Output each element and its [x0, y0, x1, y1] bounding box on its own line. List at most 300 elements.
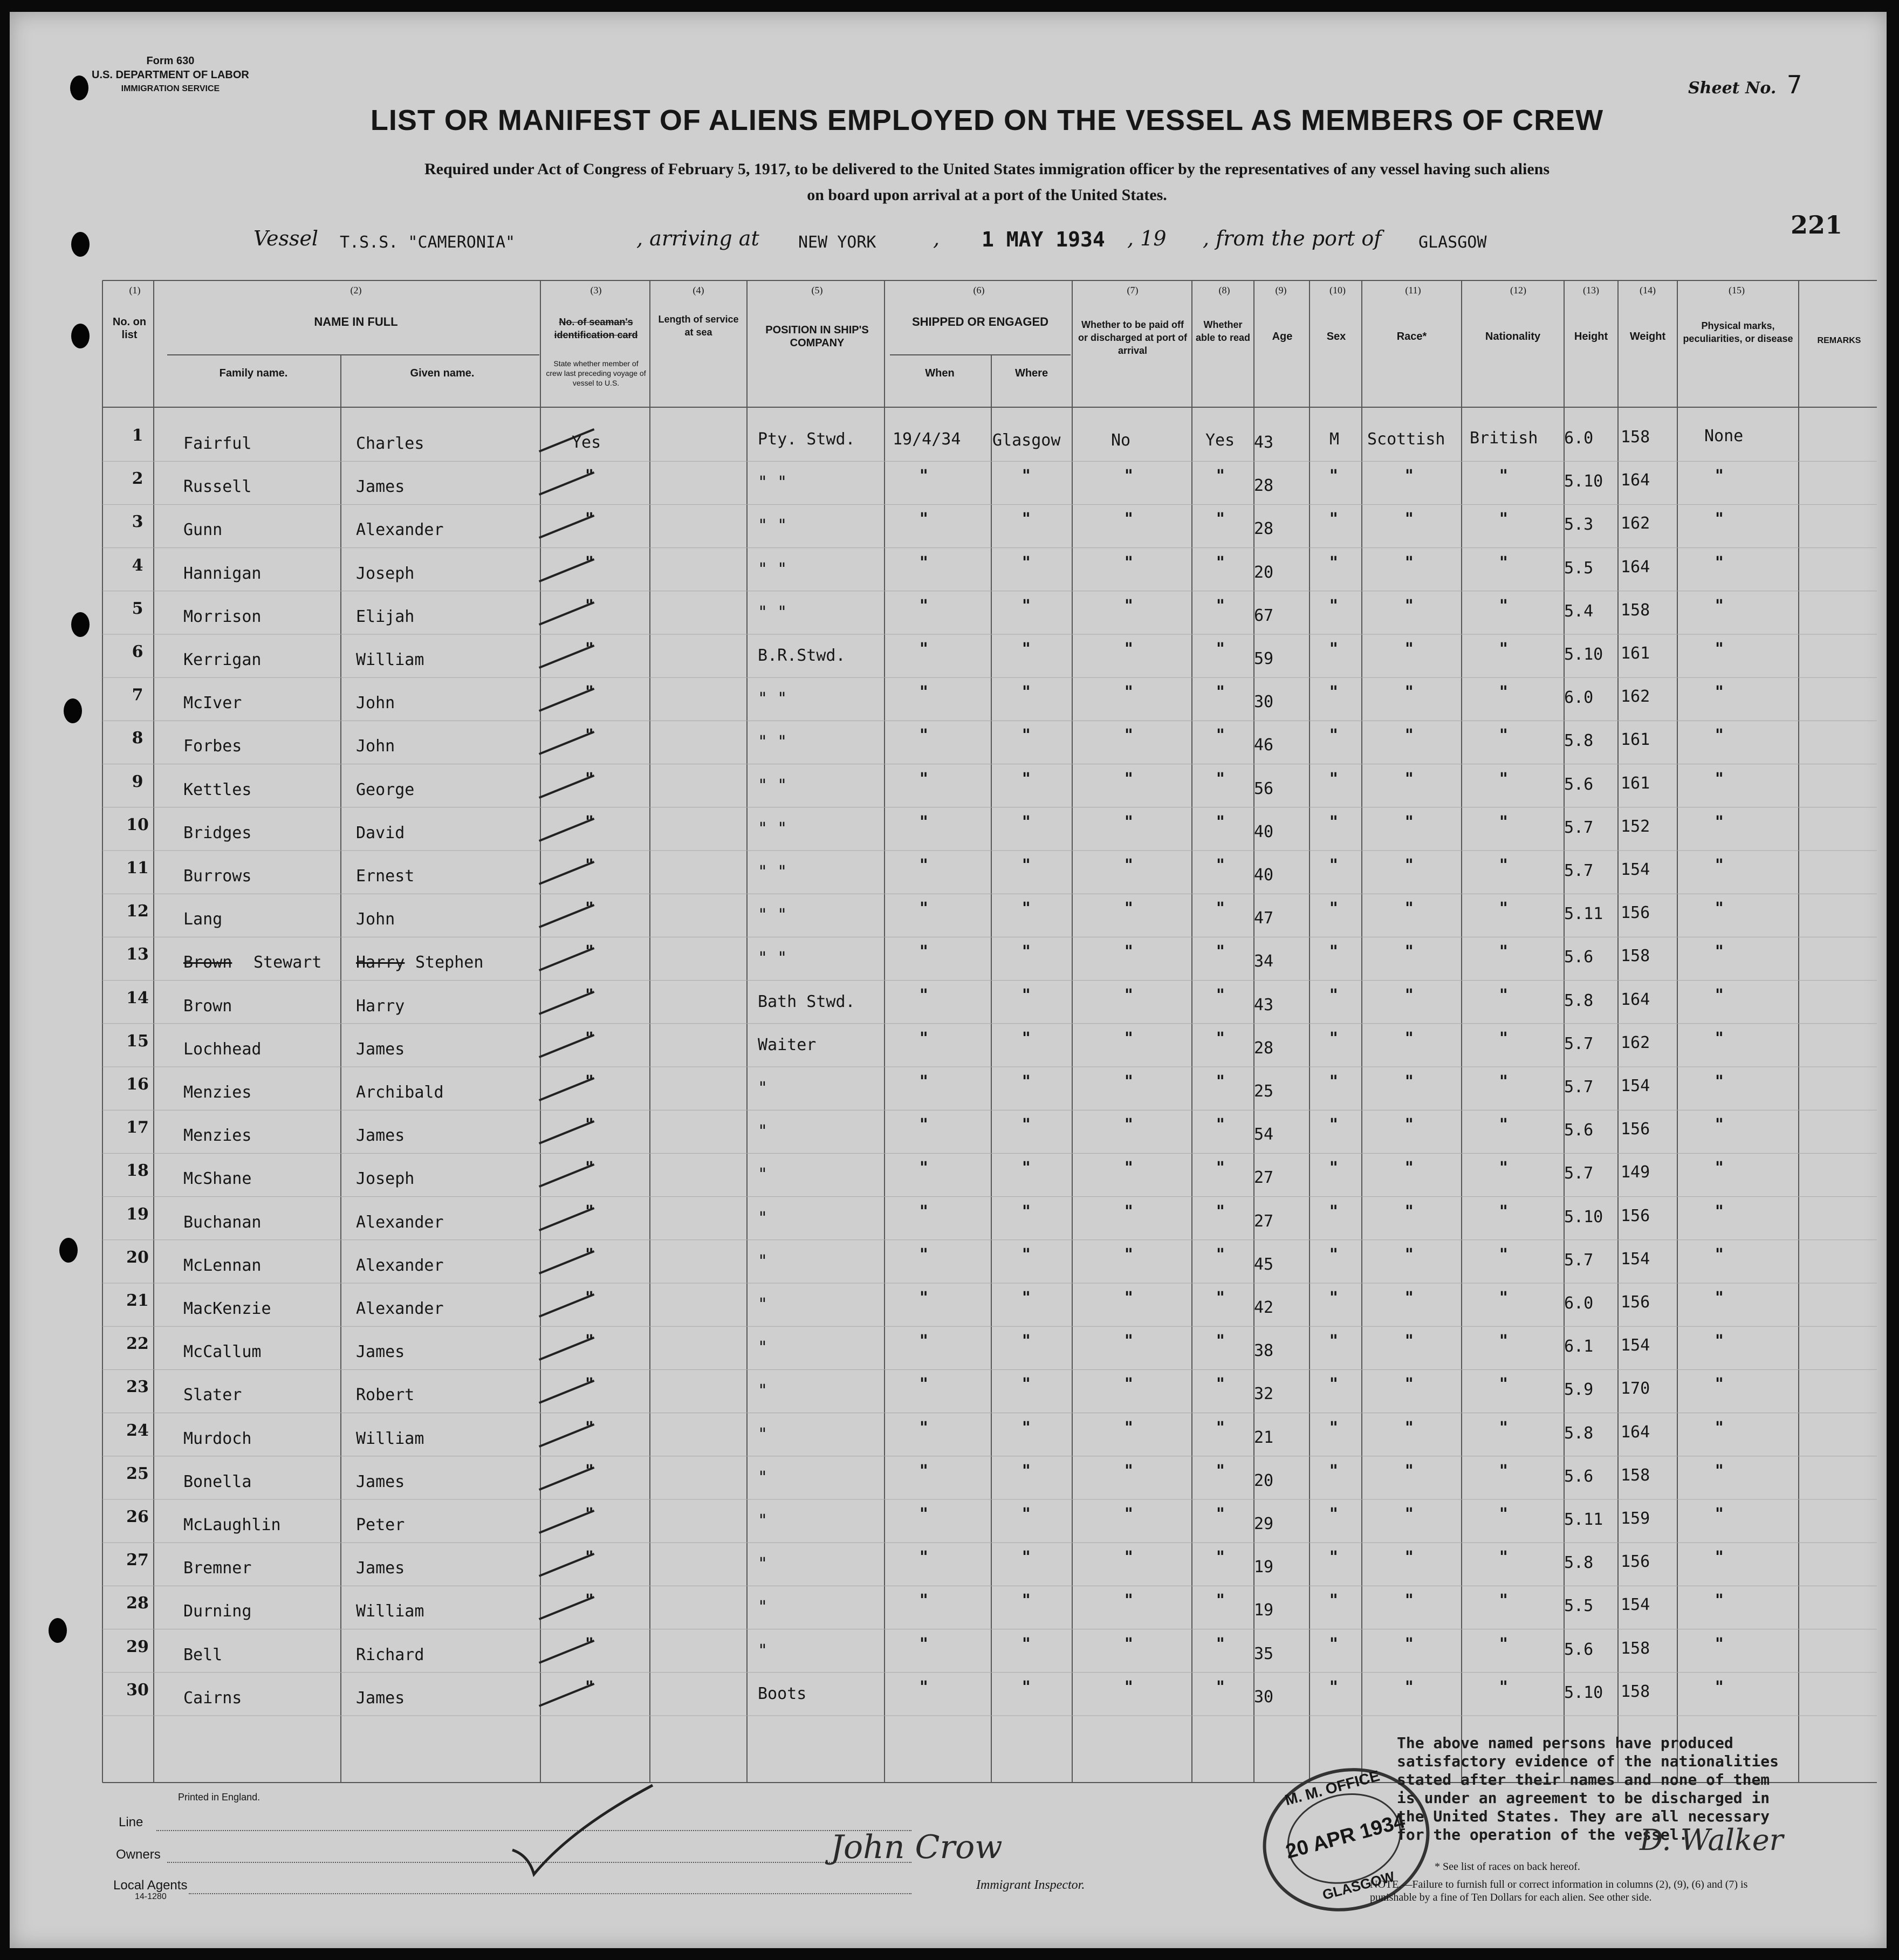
where-ditto: "	[1022, 1072, 1031, 1091]
family-name: Bonella	[183, 1472, 252, 1491]
arrival-date-stamp: 1 MAY 1934	[982, 228, 1105, 251]
id-card-ditto: "	[585, 1634, 594, 1654]
physical-ditto: "	[1715, 1418, 1724, 1437]
physical-ditto: "	[1715, 812, 1724, 832]
height: 6.1	[1564, 1337, 1594, 1356]
able-to-read-ditto: "	[1216, 1505, 1225, 1524]
family-name: McLennan	[183, 1256, 262, 1275]
physical-ditto: "	[1715, 510, 1724, 529]
family-name: Gunn	[183, 520, 223, 540]
subtitle-line-2: on board upon arrival at a port of the United States.	[807, 186, 1167, 204]
position: "	[758, 1208, 768, 1228]
weight: 162	[1621, 1033, 1650, 1052]
sex-ditto: "	[1329, 1461, 1338, 1481]
age: 42	[1254, 1298, 1274, 1317]
when-ditto: "	[920, 683, 928, 702]
row-number: 14	[126, 988, 149, 1008]
race-ditto: "	[1405, 1245, 1414, 1264]
row-number: 3	[132, 512, 143, 532]
paid-off-ditto: "	[1125, 1505, 1133, 1524]
id-card-ditto: "	[585, 726, 594, 745]
paid-off-ditto: "	[1125, 1289, 1133, 1307]
header-physical-marks: Physical marks, peculiarities, or disease	[1683, 320, 1793, 344]
nationality-ditto: "	[1499, 1289, 1508, 1307]
paid-off-ditto: "	[1125, 1115, 1133, 1135]
given-name: Richard	[356, 1645, 424, 1664]
given-name: James	[356, 1472, 405, 1491]
weight: 161	[1621, 730, 1650, 750]
column-number: (12)	[1510, 285, 1526, 296]
service-name: IMMIGRATION SERVICE	[121, 84, 220, 93]
able-to-read-ditto: "	[1216, 640, 1225, 659]
penalty-footnote: NOTE.—Failure to furnish full or correct information in columns (2), (9), (6) and (7) is punishable by a fine of Ten Dollars for each alien. See other side.	[1370, 1879, 1748, 1903]
id-card-ditto: "	[585, 1418, 594, 1437]
sex-ditto: "	[1329, 856, 1338, 875]
sex-ditto: "	[1329, 1159, 1338, 1178]
able-to-read-ditto: "	[1216, 1029, 1225, 1048]
given-name: James	[356, 1559, 405, 1578]
nationality-ditto: "	[1499, 1332, 1508, 1351]
height: 5.10	[1564, 645, 1603, 664]
given-name: William	[356, 650, 424, 669]
position: "	[758, 1554, 768, 1574]
physical-ditto: "	[1715, 596, 1724, 615]
weight: 156	[1621, 1206, 1650, 1225]
family-name: Murdoch	[183, 1429, 252, 1448]
weight: 154	[1621, 1336, 1650, 1355]
when-ditto: "	[920, 1289, 928, 1307]
binder-hole	[70, 76, 88, 100]
row-number: 15	[126, 1031, 149, 1051]
id-card-ditto: "	[585, 1461, 594, 1481]
nationality-ditto: "	[1499, 942, 1508, 962]
id-card-ditto: "	[585, 769, 594, 789]
nationality-ditto: "	[1499, 1418, 1508, 1437]
position: "	[758, 1598, 768, 1617]
header-length-service: Length of service at sea	[658, 314, 739, 338]
position: " "	[758, 862, 787, 881]
age: 46	[1254, 736, 1274, 755]
age: 35	[1254, 1644, 1274, 1663]
physical-ditto: "	[1715, 1072, 1724, 1091]
weight: 164	[1621, 990, 1650, 1009]
row-number: 17	[126, 1118, 149, 1137]
row-number: 4	[132, 556, 143, 575]
row-number: 26	[126, 1507, 149, 1526]
family-name: Russell	[183, 477, 252, 497]
column-number: (11)	[1405, 285, 1421, 296]
paid-off-ditto: "	[1125, 985, 1133, 1005]
sex-ditto: "	[1329, 1072, 1338, 1091]
race-ditto: "	[1405, 1375, 1414, 1394]
paid-off-ditto: "	[1125, 1677, 1133, 1697]
able-to-read-ditto: "	[1216, 856, 1225, 875]
position: " "	[758, 906, 787, 925]
where-ditto: "	[1022, 596, 1031, 615]
family-name: Hannigan	[183, 564, 262, 583]
row-number: 13	[126, 945, 149, 964]
family-name: McIver	[183, 694, 242, 713]
physical-marks: None	[1704, 427, 1744, 446]
able-to-read-ditto: "	[1216, 553, 1225, 572]
weight: 158	[1621, 1639, 1650, 1658]
id-card-ditto: "	[585, 640, 594, 659]
race-ditto: "	[1405, 1072, 1414, 1091]
row-number: 9	[132, 772, 143, 791]
where-ditto: "	[1022, 1418, 1031, 1437]
weight: 162	[1621, 687, 1650, 707]
sex-ditto: "	[1329, 510, 1338, 529]
shipped-when: 19/4/34	[893, 430, 961, 449]
when-ditto: "	[920, 1375, 928, 1394]
able-to-read-ditto: "	[1216, 1591, 1225, 1611]
age: 38	[1254, 1341, 1274, 1361]
given-name: Stephen	[415, 953, 484, 972]
able-to-read-ditto: "	[1216, 683, 1225, 702]
when-ditto: "	[920, 640, 928, 659]
age: 28	[1254, 1038, 1274, 1058]
paid-off: No	[1111, 431, 1131, 450]
physical-ditto: "	[1715, 726, 1724, 745]
id-card-ditto: "	[585, 812, 594, 832]
paid-off-ditto: "	[1125, 1634, 1133, 1654]
nationality-ditto: "	[1499, 769, 1508, 789]
paid-off-ditto: "	[1125, 1072, 1133, 1091]
nationality-ditto: "	[1499, 856, 1508, 875]
given-name: Ernest	[356, 867, 415, 886]
when-ditto: "	[920, 596, 928, 615]
sex-ditto: "	[1329, 683, 1338, 702]
nationality-ditto: "	[1499, 1029, 1508, 1048]
age: 19	[1254, 1601, 1274, 1620]
arriving-label: , arriving at	[636, 227, 759, 250]
row-number: 6	[132, 642, 143, 661]
column-number: (15)	[1729, 285, 1745, 296]
id-card-ditto: "	[585, 1072, 594, 1091]
row-number: 21	[126, 1291, 149, 1310]
position: "	[758, 1079, 768, 1098]
height: 5.5	[1564, 558, 1594, 578]
given-name: Alexander	[356, 520, 444, 540]
paid-off-ditto: "	[1125, 899, 1133, 919]
header-id-card-note: State whether member of crew last preceding voyage of vessel to U.S.	[546, 359, 646, 387]
age: 43	[1254, 995, 1274, 1015]
age: 30	[1254, 693, 1274, 712]
position: "	[758, 1295, 768, 1314]
id-card-ditto: "	[585, 899, 594, 919]
binder-hole	[59, 1238, 78, 1263]
row-number: 28	[126, 1594, 149, 1613]
height: 5.10	[1564, 1207, 1603, 1226]
paid-off-ditto: "	[1125, 1591, 1133, 1611]
able-to-read-ditto: "	[1216, 1072, 1225, 1091]
id-card-ditto: "	[585, 942, 594, 962]
physical-ditto: "	[1715, 769, 1724, 789]
age: 45	[1254, 1255, 1274, 1274]
height: 5.7	[1564, 1250, 1594, 1270]
column-number: (5)	[811, 285, 823, 296]
race-ditto: "	[1405, 1332, 1414, 1351]
race-ditto: "	[1405, 856, 1414, 875]
race-ditto: "	[1405, 683, 1414, 702]
physical-ditto: "	[1715, 1029, 1724, 1048]
id-card-ditto: "	[585, 1115, 594, 1135]
sex-ditto: "	[1329, 1634, 1338, 1654]
age: 34	[1254, 952, 1274, 971]
struck-given-name: Harry	[356, 953, 405, 972]
able-to-read-ditto: "	[1216, 899, 1225, 919]
able-to-read-ditto: "	[1216, 1159, 1225, 1178]
race-ditto: "	[1405, 899, 1414, 919]
when-ditto: "	[920, 1115, 928, 1135]
weight: 164	[1621, 471, 1650, 490]
when-ditto: "	[920, 1461, 928, 1481]
sex-ditto: "	[1329, 1245, 1338, 1264]
id-card-ditto: "	[585, 596, 594, 615]
position: "	[758, 1122, 768, 1141]
given-name: Alexander	[356, 1212, 444, 1232]
given-name: William	[356, 1429, 424, 1448]
id-card-ditto: "	[585, 1289, 594, 1307]
weight: 162	[1621, 514, 1650, 533]
paid-off-ditto: "	[1125, 1461, 1133, 1481]
age: 29	[1254, 1514, 1274, 1533]
row-number: 24	[126, 1421, 149, 1440]
age: 21	[1254, 1428, 1274, 1447]
given-name: James	[356, 1688, 405, 1708]
manifest-page	[10, 12, 1887, 1948]
race-ditto: "	[1405, 1548, 1414, 1567]
header-position: POSITION IN SHIP'S COMPANY	[765, 324, 869, 349]
column-number: (13)	[1583, 285, 1599, 296]
physical-ditto: "	[1715, 985, 1724, 1005]
column-number: (8)	[1218, 285, 1230, 296]
race-ditto: "	[1405, 1418, 1414, 1437]
family-name: Menzies	[183, 1083, 252, 1102]
given-name: James	[356, 1126, 405, 1146]
header-race: Race*	[1396, 331, 1427, 342]
height: 5.11	[1564, 904, 1603, 924]
nationality-ditto: "	[1499, 467, 1508, 486]
able-to-read-ditto: "	[1216, 1289, 1225, 1307]
nationality-ditto: "	[1499, 1202, 1508, 1221]
position: " "	[758, 473, 787, 492]
header-no-on-list: No. on list	[112, 316, 147, 341]
weight: 161	[1621, 773, 1650, 793]
physical-ditto: "	[1715, 1245, 1724, 1264]
where-ditto: "	[1022, 510, 1031, 529]
header-where: Where	[1014, 367, 1048, 379]
given-name: Joseph	[356, 1169, 415, 1189]
race-ditto: "	[1405, 726, 1414, 745]
physical-ditto: "	[1715, 1375, 1724, 1394]
family-name: Kettles	[183, 780, 252, 799]
row-number: 19	[126, 1204, 149, 1224]
column-number: (10)	[1329, 285, 1346, 296]
row-number: 30	[126, 1680, 149, 1699]
family-name: Stewart	[253, 953, 322, 972]
given-name: Elijah	[356, 607, 415, 626]
when-ditto: "	[920, 1072, 928, 1091]
column-number: (1)	[129, 285, 141, 296]
given-name: Archibald	[356, 1083, 444, 1102]
position: " "	[758, 776, 787, 795]
nationality-ditto: "	[1499, 510, 1508, 529]
weight: 149	[1621, 1163, 1650, 1182]
height: 5.10	[1564, 472, 1603, 491]
race-ditto: "	[1405, 769, 1414, 789]
physical-ditto: "	[1715, 942, 1724, 962]
height: 5.7	[1564, 1034, 1594, 1053]
where-ditto: "	[1022, 1332, 1031, 1351]
sheet-label: Sheet No.	[1688, 79, 1777, 98]
race-ditto: "	[1405, 467, 1414, 486]
race-ditto: "	[1405, 1591, 1414, 1611]
check-mark-icon	[507, 1780, 658, 1877]
when-ditto: "	[920, 1202, 928, 1221]
position: Pty. Stwd.	[758, 430, 855, 449]
race-ditto: "	[1405, 1677, 1414, 1697]
header-nationality: Nationality	[1485, 331, 1541, 342]
physical-ditto: "	[1715, 1677, 1724, 1697]
sex-ditto: "	[1329, 942, 1338, 962]
able-to-read-ditto: "	[1216, 942, 1225, 962]
page-subtitle	[259, 156, 1715, 208]
when-ditto: "	[920, 726, 928, 745]
struck-family-name: Brown	[183, 953, 232, 972]
where-ditto: "	[1022, 1202, 1031, 1221]
where-ditto: "	[1022, 726, 1031, 745]
given-name: Robert	[356, 1386, 415, 1405]
where-ditto: "	[1022, 769, 1031, 789]
sex-ditto: "	[1329, 812, 1338, 832]
physical-ditto: "	[1715, 1591, 1724, 1611]
paid-off-ditto: "	[1125, 553, 1133, 572]
given-name: Alexander	[356, 1256, 444, 1275]
paid-off-ditto: "	[1125, 1202, 1133, 1221]
height: 5.8	[1564, 1423, 1594, 1443]
nationality-ditto: "	[1499, 1634, 1508, 1654]
weight: 154	[1621, 1077, 1650, 1095]
row-number: 11	[126, 859, 149, 878]
given-name: James	[356, 1342, 405, 1362]
row-number: 8	[132, 729, 143, 748]
when-ditto: "	[920, 856, 928, 875]
where-ditto: "	[1022, 1591, 1031, 1611]
able-to-read-ditto: "	[1216, 467, 1225, 486]
height: 5.4	[1564, 601, 1594, 621]
able-to-read-ditto: "	[1216, 1375, 1225, 1394]
height: 5.8	[1564, 731, 1594, 751]
id-card-ditto: "	[585, 1505, 594, 1524]
weight: 158	[1621, 428, 1650, 447]
height: 5.7	[1564, 818, 1594, 837]
where-ditto: "	[1022, 1375, 1031, 1394]
column-number: (9)	[1275, 285, 1287, 296]
binder-hole	[71, 612, 90, 637]
sex-ditto: "	[1329, 596, 1338, 615]
height: 5.7	[1564, 1164, 1594, 1183]
year-label: , 19	[1127, 227, 1167, 250]
sheet-number	[1688, 70, 1802, 99]
header-height: Height	[1574, 331, 1608, 342]
races-footnote: * See list of races on back hereof.	[1435, 1861, 1580, 1873]
sex-ditto: "	[1329, 553, 1338, 572]
race-ditto: "	[1405, 942, 1414, 962]
nationality-ditto: "	[1499, 683, 1508, 702]
paid-off-ditto: "	[1125, 812, 1133, 832]
race-ditto: "	[1405, 1289, 1414, 1307]
race-ditto: "	[1405, 510, 1414, 529]
row-number: 1	[132, 426, 143, 445]
nationality-ditto: "	[1499, 553, 1508, 572]
given-name: Alexander	[356, 1299, 444, 1318]
weight: 164	[1621, 1422, 1650, 1442]
height: 6.0	[1564, 1294, 1594, 1313]
agents-dotted	[189, 1893, 911, 1894]
header-remarks: REMARKS	[1817, 336, 1861, 345]
able-to-read-ditto: "	[1216, 510, 1225, 529]
row-number: 29	[126, 1637, 149, 1656]
physical-ditto: "	[1715, 1202, 1724, 1221]
age: 56	[1254, 779, 1274, 798]
when-ditto: "	[920, 899, 928, 919]
when-ditto: "	[920, 1332, 928, 1351]
paid-off-ditto: "	[1125, 1029, 1133, 1048]
where-ditto: "	[1022, 1029, 1031, 1048]
weight: 156	[1621, 1552, 1650, 1572]
physical-ditto: "	[1715, 640, 1724, 659]
family-name: McCallum	[183, 1342, 262, 1362]
sex-ditto: "	[1329, 640, 1338, 659]
family-name: Buchanan	[183, 1212, 262, 1232]
id-card-ditto: "	[585, 1029, 594, 1048]
position: " "	[758, 689, 787, 709]
where-ditto: "	[1022, 899, 1031, 919]
given-name: James	[356, 1039, 405, 1059]
id-card-ditto: "	[585, 856, 594, 875]
nationality-ditto: "	[1499, 1591, 1508, 1611]
able-to-read: Yes	[1205, 431, 1235, 450]
position: Waiter	[758, 1035, 817, 1054]
when-ditto: "	[920, 553, 928, 572]
vessel-name: T.S.S. "CAMERONIA"	[340, 233, 516, 252]
age: 28	[1254, 519, 1274, 539]
form-identification	[92, 54, 249, 96]
height: 5.6	[1564, 1640, 1594, 1659]
header-sex: Sex	[1326, 331, 1346, 342]
department-name: U.S. DEPARTMENT OF LABOR	[92, 69, 249, 81]
where-ditto: "	[1022, 985, 1031, 1005]
physical-ditto: "	[1715, 1159, 1724, 1178]
stamp-date: 20 APR 1934	[1283, 1810, 1408, 1863]
position: " "	[758, 559, 787, 579]
age: 54	[1254, 1125, 1274, 1145]
where-ditto: "	[1022, 1634, 1031, 1654]
family-name: Morrison	[183, 607, 262, 626]
where-ditto: "	[1022, 1548, 1031, 1567]
local-agents-label: Local Agents	[113, 1878, 188, 1893]
form-number: Form 630	[146, 55, 195, 67]
where-ditto: "	[1022, 640, 1031, 659]
paid-off-ditto: "	[1125, 726, 1133, 745]
row-number: 18	[126, 1161, 149, 1181]
master-signature: D. Walker	[1640, 1823, 1784, 1857]
given-name: James	[356, 477, 405, 497]
when-ditto: "	[920, 1418, 928, 1437]
able-to-read-ditto: "	[1216, 596, 1225, 615]
physical-ditto: "	[1715, 1505, 1724, 1524]
